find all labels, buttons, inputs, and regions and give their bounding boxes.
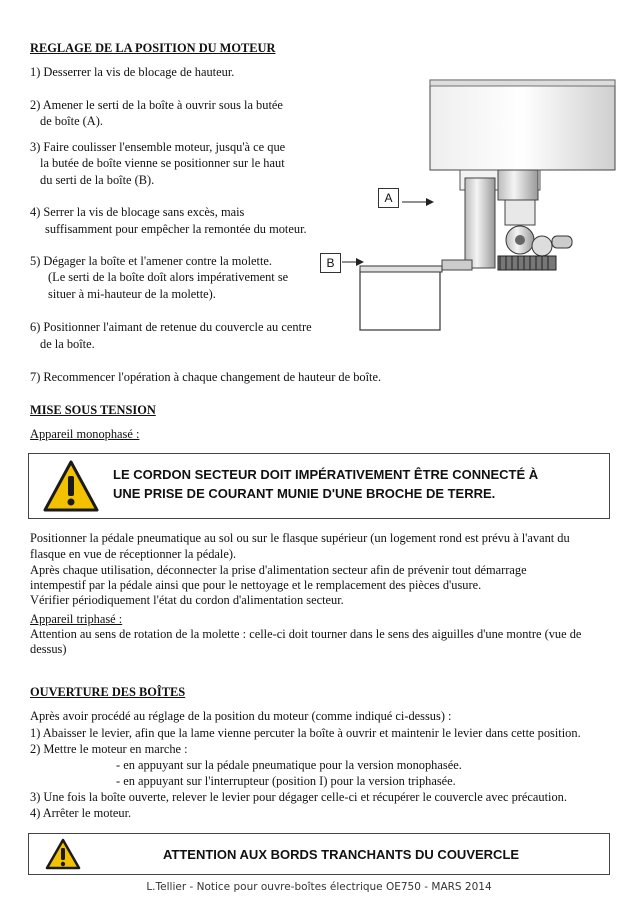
step-3-cont: la butée de boîte vienne se positionner sur le haut — [40, 156, 285, 170]
ouverture-line-7: 4) Arrêter le moteur. — [30, 806, 132, 820]
mono-para-5: Vérifier périodiquement l'état du cordon d'alimentation secteur. — [30, 593, 344, 607]
warning-box-edges — [28, 833, 610, 875]
step-2: 2) Amener le serti de la boîte à ouvrir sous la butée — [30, 98, 283, 112]
step-2-cont: de boîte (A). — [40, 114, 103, 128]
warning-earth-line1: LE CORDON SECTEUR DOIT IMPÉRATIVEMENT ÊTRE CONNECTÉ À — [113, 467, 539, 482]
ouverture-line-3: 2) Mettre le moteur en marche : — [30, 742, 188, 756]
section-title-tension: MISE SOUS TENSION — [30, 403, 156, 417]
warning-earth-line2: UNE PRISE DE COURANT MUNIE D'UNE BROCHE DE TERRE. — [113, 486, 496, 501]
step-5: 5) Dégager la boîte et l'amener contre la molette. — [30, 254, 273, 268]
mono-para-3: Après chaque utilisation, déconnecter la prise d'alimentation secteur afin de prévenir tout démarrage — [30, 563, 527, 577]
warning-triangle-icon — [45, 838, 81, 870]
ouverture-line-4: - en appuyant sur la pédale pneumatique pour la version monophasée. — [116, 758, 462, 772]
step-4-cont: suffisamment pour empêcher la remontée du moteur. — [45, 222, 307, 236]
machine-illustration — [320, 60, 620, 360]
section-title-ouverture: OUVERTURE DES BOÎTES — [30, 685, 186, 699]
mono-label: Appareil monophasé : — [30, 427, 140, 441]
step-6-cont: de la boîte. — [40, 337, 95, 351]
mono-para-2: flasque en vue de réceptionner la pédale). — [30, 547, 237, 561]
label-a: A — [378, 188, 399, 208]
tri-para-2: dessus) — [30, 642, 67, 656]
ouverture-line-6: 3) Une fois la boîte ouverte, relever le levier pour dégager celle-ci et récupérer le couvercle avec précaution. — [30, 790, 567, 804]
tri-label: Appareil triphasé : — [30, 612, 123, 626]
page-footer: L.Tellier - Notice pour ouvre-boîtes électrique OE750 - MARS 2014 — [146, 881, 492, 893]
warning-box-earth — [28, 453, 610, 519]
ouverture-line-2: 1) Abaisser le levier, afin que la lame vienne percuter la boîte à ouvrir et maintenir le levier dans cette position. — [30, 726, 581, 740]
step-4: 4) Serrer la vis de blocage sans excès, mais — [30, 205, 245, 219]
step-7: 7) Recommencer l'opération à chaque changement de hauteur de boîte. — [30, 370, 382, 384]
mono-para-4: intempestif par la pédale ainsi que pour le nettoyage et le remplacement des pièces d'usure. — [30, 578, 482, 592]
warning-edges-text: ATTENTION AUX BORDS TRANCHANTS DU COUVERCLE — [163, 847, 520, 862]
ouverture-line-5: - en appuyant sur l'interrupteur (position I) pour la version triphasée. — [116, 774, 456, 788]
step-6: 6) Positionner l'aimant de retenue du couvercle au centre — [30, 320, 312, 334]
ouverture-line-1: Après avoir procédé au réglage de la position du moteur (comme indiqué ci-dessus) : — [30, 709, 452, 723]
tri-para-1: Attention au sens de rotation de la molette : celle-ci doit tourner dans le sens des aiguilles d'une montre (vue de — [30, 627, 582, 641]
step-1: 1) Desserrer la vis de blocage de hauteur. — [30, 65, 235, 79]
step-3-cont2: du serti de la boîte (B). — [40, 173, 155, 187]
mono-para-1: Positionner la pédale pneumatique au sol ou sur le flasque supérieur (un logement rond est prévu à l'avant du — [30, 531, 570, 545]
step-5-cont2: situer à mi-hauteur de la molette). — [48, 287, 216, 301]
label-b: B — [320, 253, 341, 273]
section-title-reglage: REGLAGE DE LA POSITION DU MOTEUR — [30, 41, 276, 55]
step-5-cont: (Le serti de la boîte doît alors impérativement se — [48, 270, 289, 284]
warning-triangle-icon — [43, 460, 99, 512]
step-3: 3) Faire coulisser l'ensemble moteur, jusqu'à ce que — [30, 140, 286, 154]
